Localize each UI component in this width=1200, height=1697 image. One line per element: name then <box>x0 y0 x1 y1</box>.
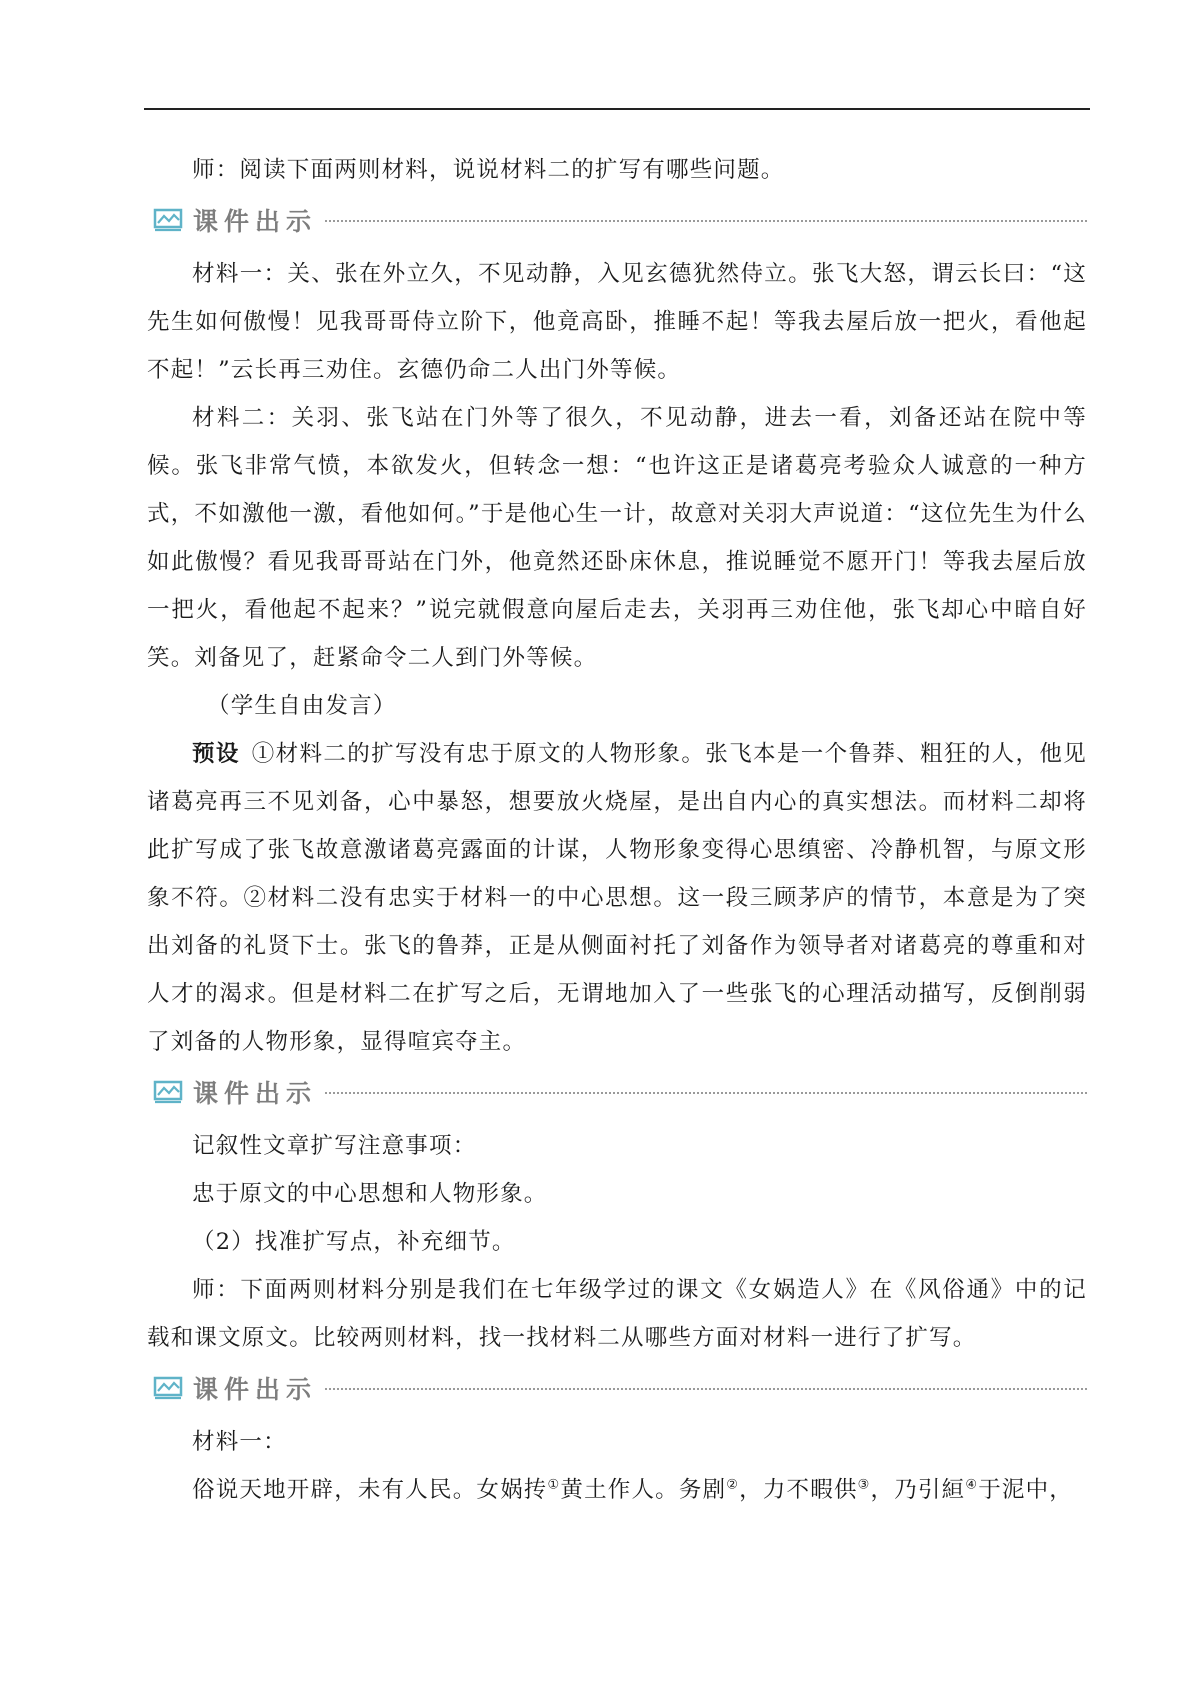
section-title: 课件出示 <box>193 207 318 236</box>
nuwa-text <box>147 1466 1087 1514</box>
footnote-1: ① <box>547 1477 561 1493</box>
footnote-4: ④ <box>965 1477 979 1493</box>
courseware-icon <box>153 207 183 233</box>
material-2-paragraph: 材料二：关羽、张飞站在门外等了很久，不见动静，进去一看，刘备还站在院中等候。张飞非常气愤，本欲发火，但转念一想：“也许这正是诸葛亮考验众人诚意的一种方式，不如激他一激，看他如何。”于是他心生一计，故意对关羽大声说道：“这位先生为什么如此傲慢？看见我哥哥站在门外，他竟然还卧床休息，推说睡觉不愿开门！等我去屋后放一把火，看他起不起来？”说完就假意向屋后走去，关羽再三劝住他，张飞却心中暗自好笑。刘备见了，赶紧命令二人到门外等候。 <box>147 405 1087 671</box>
nuwa-seg-3: ，力不暇供 <box>739 1477 858 1503</box>
section-header-1 <box>147 200 1087 240</box>
section-title: 课件出示 <box>193 1375 318 1404</box>
footnote-2: ② <box>726 1477 740 1493</box>
courseware-icon <box>153 1079 183 1105</box>
dotted-divider <box>325 1092 1087 1094</box>
material-1-label: 材料一： <box>192 1429 287 1455</box>
dotted-divider <box>325 1388 1087 1390</box>
teacher-intro: 师：阅读下面两则材料，说说材料二的扩写有哪些问题。 <box>192 157 785 183</box>
notes-heading: 记叙性文章扩写注意事项： <box>192 1133 477 1159</box>
document-body <box>147 146 1087 1514</box>
preset-text: ①材料二的扩写没有忠于原文的人物形象。张飞本是一个鲁莽、粗狂的人，他见诸葛亮再三不见刘备，心中暴怒，想要放火烧屋，是出自内心的真实想法。而材料二却将此扩写成了张飞故意激诸葛亮露面的计谋，人物形象变得心思缜密、冷静机智，与原文形象不符。②材料二没有忠实于材料一的中心思想。这一段三顾茅庐的情节，本意是为了突出刘备的礼贤下士。张飞的鲁莽，正是从侧面衬托了刘备作为领导者对诸葛亮的尊重和对人才的渴求。但是材料二在扩写之后，无谓地加入了一些张飞的心理活动描写，反倒削弱了刘备的人物形象，显得喧宾夺主。 <box>147 741 1087 1055</box>
nuwa-seg-5: 于泥中， <box>978 1477 1073 1503</box>
nuwa-seg-2: 黄土作人。务剧 <box>560 1477 727 1503</box>
section-header-2 <box>147 1072 1087 1112</box>
dotted-divider <box>325 220 1087 222</box>
teacher-instruction: 师：下面两则材料分别是我们在七年级学过的课文《女娲造人》在《风俗通》中的记载和课文原文。比较两则材料，找一找材料二从哪些方面对材料一进行了扩写。 <box>147 1277 1087 1351</box>
section-header-3 <box>147 1368 1087 1408</box>
material-1-paragraph: 材料一：关、张在外立久，不见动静，入见玄德犹然侍立。张飞大怒，谓云长曰：“这先生如何傲慢！见我哥哥侍立阶下，他竟高卧，推睡不起！等我去屋后放一把火，看他起不起！”云长再三劝住。玄德仍命二人出门外等候。 <box>147 261 1087 383</box>
preset-paragraph <box>147 730 1087 1066</box>
section-title: 课件出示 <box>193 1079 318 1108</box>
courseware-icon <box>153 1375 183 1401</box>
header-rule <box>144 108 1090 110</box>
footnote-3: ③ <box>857 1477 871 1493</box>
note-item-1: 忠于原文的中心思想和人物形象。 <box>192 1181 548 1207</box>
nuwa-seg-4: ，乃引絙 <box>870 1477 966 1503</box>
note-item-2: （2）找准扩写点，补充细节。 <box>192 1229 516 1255</box>
preset-label: 预设 <box>192 741 240 767</box>
student-note: （学生自由发言） <box>207 693 397 719</box>
nuwa-seg-1: 俗说天地开辟，未有人民。女娲抟 <box>192 1477 548 1503</box>
